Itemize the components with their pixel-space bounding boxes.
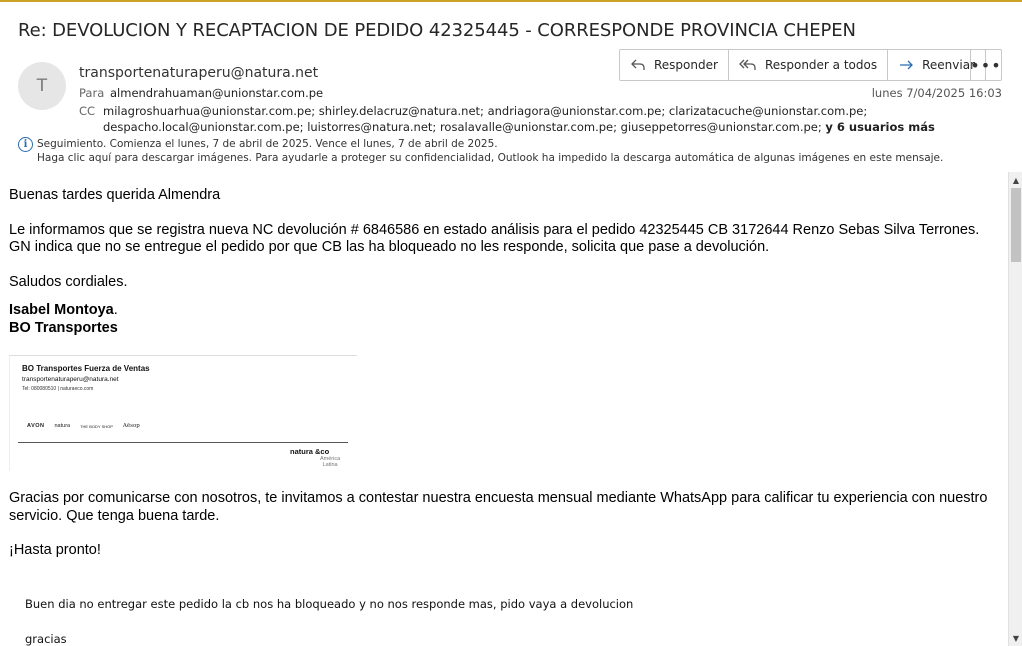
body-paragraph-2-line-2: servicio. Que tenga buena tarde. [9, 508, 220, 524]
signature-email: transportenaturaperu@natura.net [22, 376, 119, 383]
reply-all-label: Responder a todos [764, 58, 878, 72]
body-paragraph-1-line-2: GN indica que no se entregue el pedido por que CB las ha bloqueado no les responde, solicita que pase a devolución. [9, 239, 770, 255]
signature-divider [18, 442, 348, 443]
quoted-line-2: gracias [25, 632, 67, 646]
scroll-up-arrow-icon[interactable]: ▲ [1010, 173, 1022, 187]
brand-body-shop: THE BODY SHOP [80, 423, 113, 429]
natura-co-subtitle [320, 456, 340, 468]
forward-icon [898, 58, 914, 72]
download-images-notice[interactable]: Haga clic aquí para descargar imágenes. Para ayudarle a proteger su confidencialidad, Outlook ha impedido la descarga automática de algunas imágenes en este mensaje. [37, 152, 944, 164]
sender-address[interactable]: transportenaturaperu@natura.net [79, 65, 319, 81]
window-top-border [0, 0, 1022, 2]
info-text [37, 137, 943, 165]
signature-image [9, 355, 357, 471]
more-actions-button[interactable]: ••• [970, 49, 1002, 81]
signer-name: Isabel Montoya [9, 302, 114, 318]
cc-recipients [103, 103, 935, 135]
reply-label: Responder [654, 58, 718, 72]
message-body [0, 172, 1008, 646]
cc-label: CC [79, 104, 96, 118]
scroll-down-arrow-icon[interactable]: ▼ [1010, 631, 1022, 645]
reply-all-button[interactable] [729, 50, 888, 80]
reply-all-icon [739, 58, 757, 72]
farewell: ¡Hasta pronto! [9, 542, 101, 558]
brand-natura: natura [54, 423, 71, 429]
cc-more-users-link[interactable]: y 6 usuarios más [825, 120, 935, 134]
to-recipient[interactable]: almendrahuaman@unionstar.com.pe [110, 86, 324, 100]
sent-date: lunes 7/04/2025 16:03 [871, 86, 1002, 100]
signer-team: BO Transportes [9, 320, 118, 336]
signature-tel: Tel: 080080510 | naturaeco.com [22, 386, 94, 392]
natura-co-logo: natura &co [290, 447, 330, 456]
reply-icon [630, 58, 646, 72]
vertical-scrollbar[interactable] [1008, 172, 1022, 646]
body-paragraph-1-line-1: Le informamos que se registra nueva NC devolución # 6846586 en estado análisis para el pedido 42325445 CB 3172644 Renzo Sebas Silva Terrones. [9, 222, 980, 238]
forward-label: Reenviar [922, 58, 976, 72]
closing: Saludos cordiales. [9, 274, 128, 290]
quoted-line-1: Buen dia no entregar este pedido la cb nos ha bloqueado y no nos responde mas, pido vaya a devolucion [25, 597, 634, 611]
to-label: Para [79, 86, 105, 100]
cc-line-2 [103, 119, 935, 135]
follow-up-notice: Seguimiento. Comienza el lunes, 7 de abril de 2025. Vence el lunes, 7 de abril de 2025. [37, 138, 498, 150]
brand-aesop: Aēsop [122, 423, 140, 429]
to-row [79, 86, 323, 100]
scrollbar-thumb[interactable] [1011, 188, 1021, 262]
brand-avon: AVON [27, 423, 45, 429]
brand-logos [27, 423, 140, 429]
cc-line-2-text[interactable]: despacho.local@unionstar.com.pe; luistorres@natura.net; rosalavalle@unionstar.com.pe; giuseppetorres@unionstar.com.pe; [103, 120, 822, 134]
signer-dot: . [113, 302, 118, 318]
natura-sub-1: América [320, 456, 341, 462]
sender-avatar[interactable]: T [18, 62, 66, 110]
greeting: Buenas tardes querida Almendra [9, 187, 221, 203]
cc-line-1[interactable]: milagroshuarhua@unionstar.com.pe; shirley.delacruz@natura.net; andriagora@unionstar.com.pe; clarizatacuche@unionstar.com.pe; [103, 104, 868, 118]
email-subject: Re: DEVOLUCION Y RECAPTACION DE PEDIDO 42325445 - CORRESPONDE PROVINCIA CHEPEN [18, 20, 856, 41]
cc-row [79, 103, 935, 134]
signer-name-row [9, 301, 118, 319]
message-actions-toolbar [619, 49, 986, 81]
signature-title: BO Transportes Fuerza de Ventas [22, 364, 150, 373]
info-icon: i [18, 137, 33, 152]
reply-button[interactable] [620, 50, 729, 80]
body-paragraph-2-line-1: Gracias por comunicarse con nosotros, te invitamos a contestar nuestra encuesta mensual mediante WhatsApp para calificar tu experiencia con nuestro [9, 490, 988, 506]
natura-sub-2: Latina [322, 462, 338, 468]
